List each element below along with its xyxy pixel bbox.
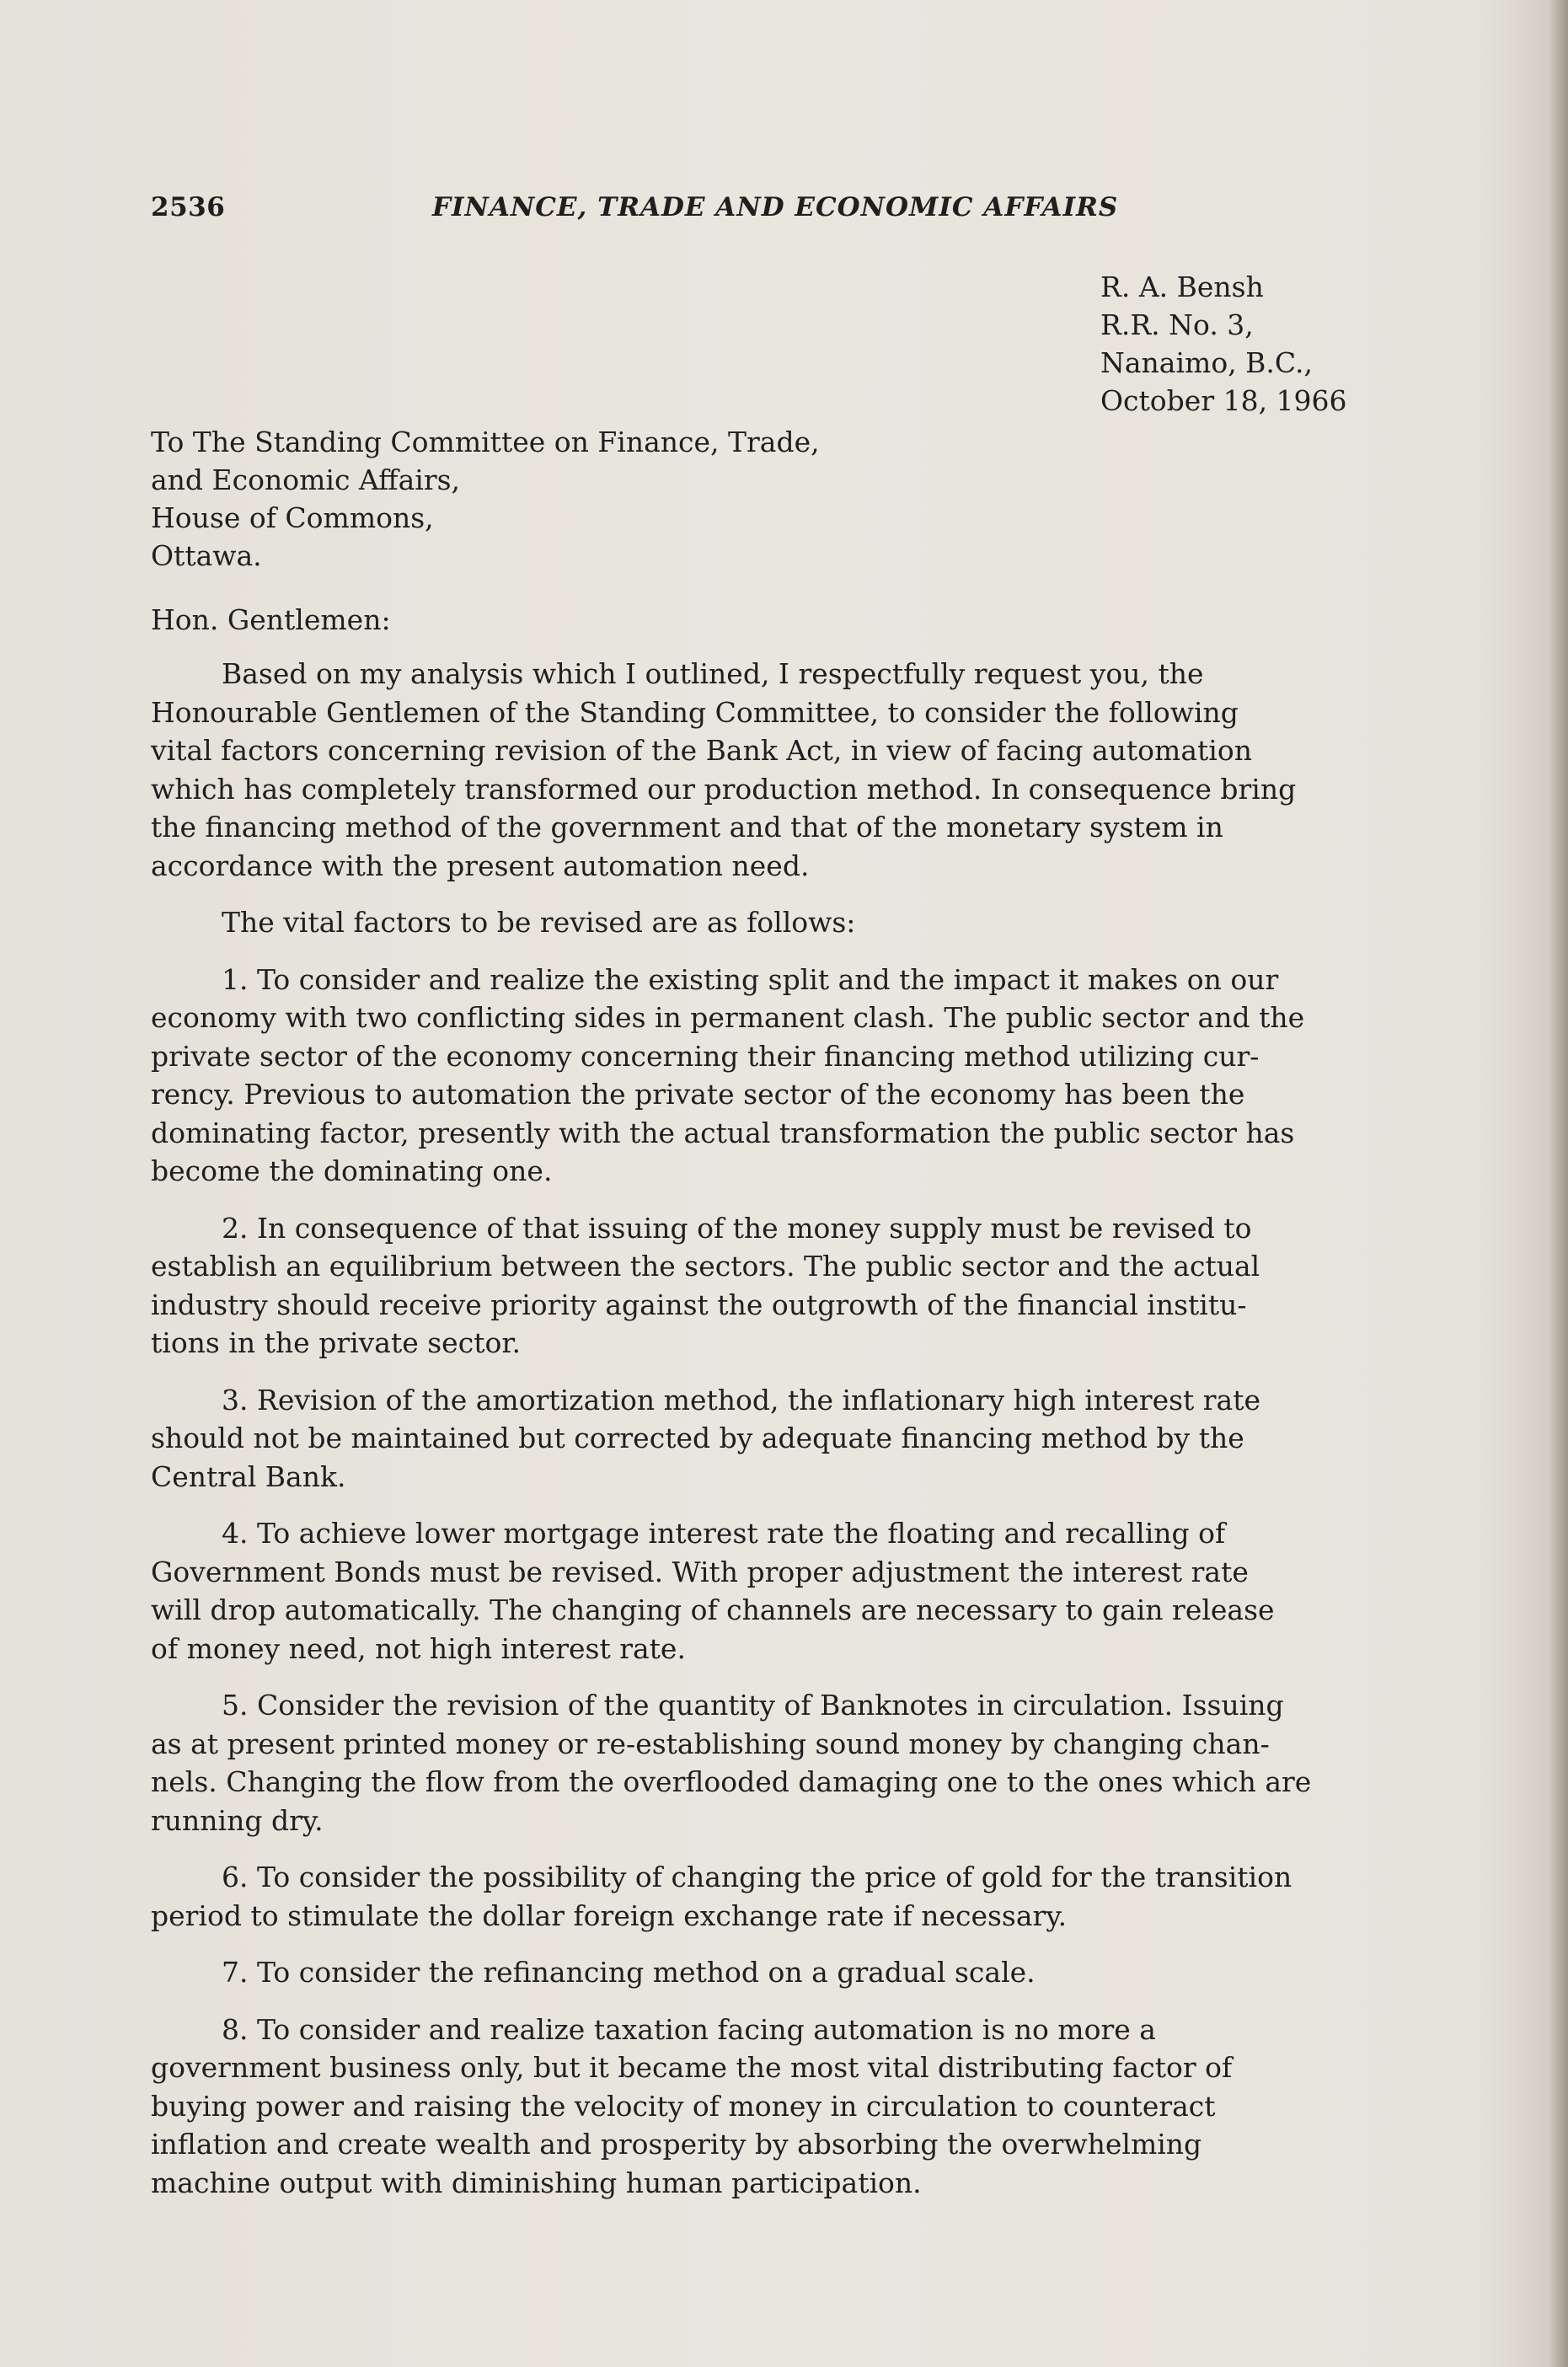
salutation: Hon. Gentlemen:	[151, 603, 391, 636]
sender-address	[1100, 268, 1347, 420]
paragraph-factor-2: 2. In consequence of that issuing of the money supply must be revised to establish an equilibrium between the sectors. The public sector and the actual industry should receive priority against the outgrowth of the financial institu- tions in the private sector.	[151, 1211, 1260, 1359]
paragraph-factor-5: 5. Consider the revision of the quantity of Banknotes in circulation. Issuing as at present printed money or re-establishing sound money by changing chan- nels. Changing the flow from the overflooded damaging one to the ones which are running dry.	[151, 1689, 1312, 1837]
recipient-address	[151, 423, 820, 575]
paragraph-intro: Based on my analysis which I outlined, I respectfully request you, the Honourable Gentlemen of the Standing Committee, to consider the following vital factors concerning revision of the Bank Act, in view of facing automation which has completely transformed our production method. In consequence bring the financing method of the government and that of the monetary system in accordance with the present automation need.	[151, 657, 1297, 882]
recipient-line: Ottawa.	[151, 539, 262, 572]
sender-name: R. A. Bensh	[1100, 270, 1264, 303]
paragraph-factor-4: 4. To achieve lower mortgage interest rate the floating and recalling of Government Bonds must be revised. With proper adjustment the interest rate will drop automatically. The changing of channels are necessary to gain release of money need, not high interest rate.	[151, 1517, 1275, 1665]
recipient-line: House of Commons,	[151, 501, 434, 534]
paragraph-factors-lead: The vital factors to be revised are as follows:	[222, 906, 856, 939]
paragraph-factor-8: 8. To consider and realize taxation facing automation is no more a government business only, but it became the most vital distributing factor of buying power and raising the velocity of money in circulation to counteract inflation and create wealth and prosperity by absorbing the overwhelming machine output with diminishing human participation.	[151, 2012, 1233, 2199]
page-number: 2536	[151, 192, 226, 222]
sender-city: Nanaimo, B.C.,	[1100, 346, 1313, 379]
page-header	[151, 192, 1482, 229]
paragraph-factor-6: 6. To consider the possibility of changing the price of gold for the transition period to stimulate the dollar foreign exchange rate if necessary.	[151, 1861, 1292, 1932]
paragraph-factor-1: 1. To consider and realize the existing split and the impact it makes on our economy with two conflicting sides in permanent clash. The public sector and the private sector of the economy concerning their financing method utilizing cur- rency. Previous to automation the private sector of the economy has been the dominating factor, presently with the actual transformation the public sector has become the dominating one.	[151, 962, 1305, 1187]
paragraph-factor-3: 3. Revision of the amortization method, the inflationary high interest rate should not be maintained but corrected by adequate financing method by the Central Bank.	[151, 1383, 1261, 1493]
book-spine-shadow	[1546, 0, 1568, 2367]
recipient-line: To The Standing Committee on Finance, Trade,	[151, 426, 820, 458]
paragraph-factor-7: 7. To consider the refinancing method on a gradual scale.	[222, 1956, 1036, 1989]
running-title: FINANCE, TRADE AND ECONOMIC AFFAIRS	[432, 192, 1119, 222]
sender-route: R.R. No. 3,	[1100, 308, 1254, 341]
letter-body	[151, 655, 1470, 2220]
letter-date: October 18, 1966	[1100, 384, 1347, 417]
recipient-line: and Economic Affairs,	[151, 463, 461, 496]
